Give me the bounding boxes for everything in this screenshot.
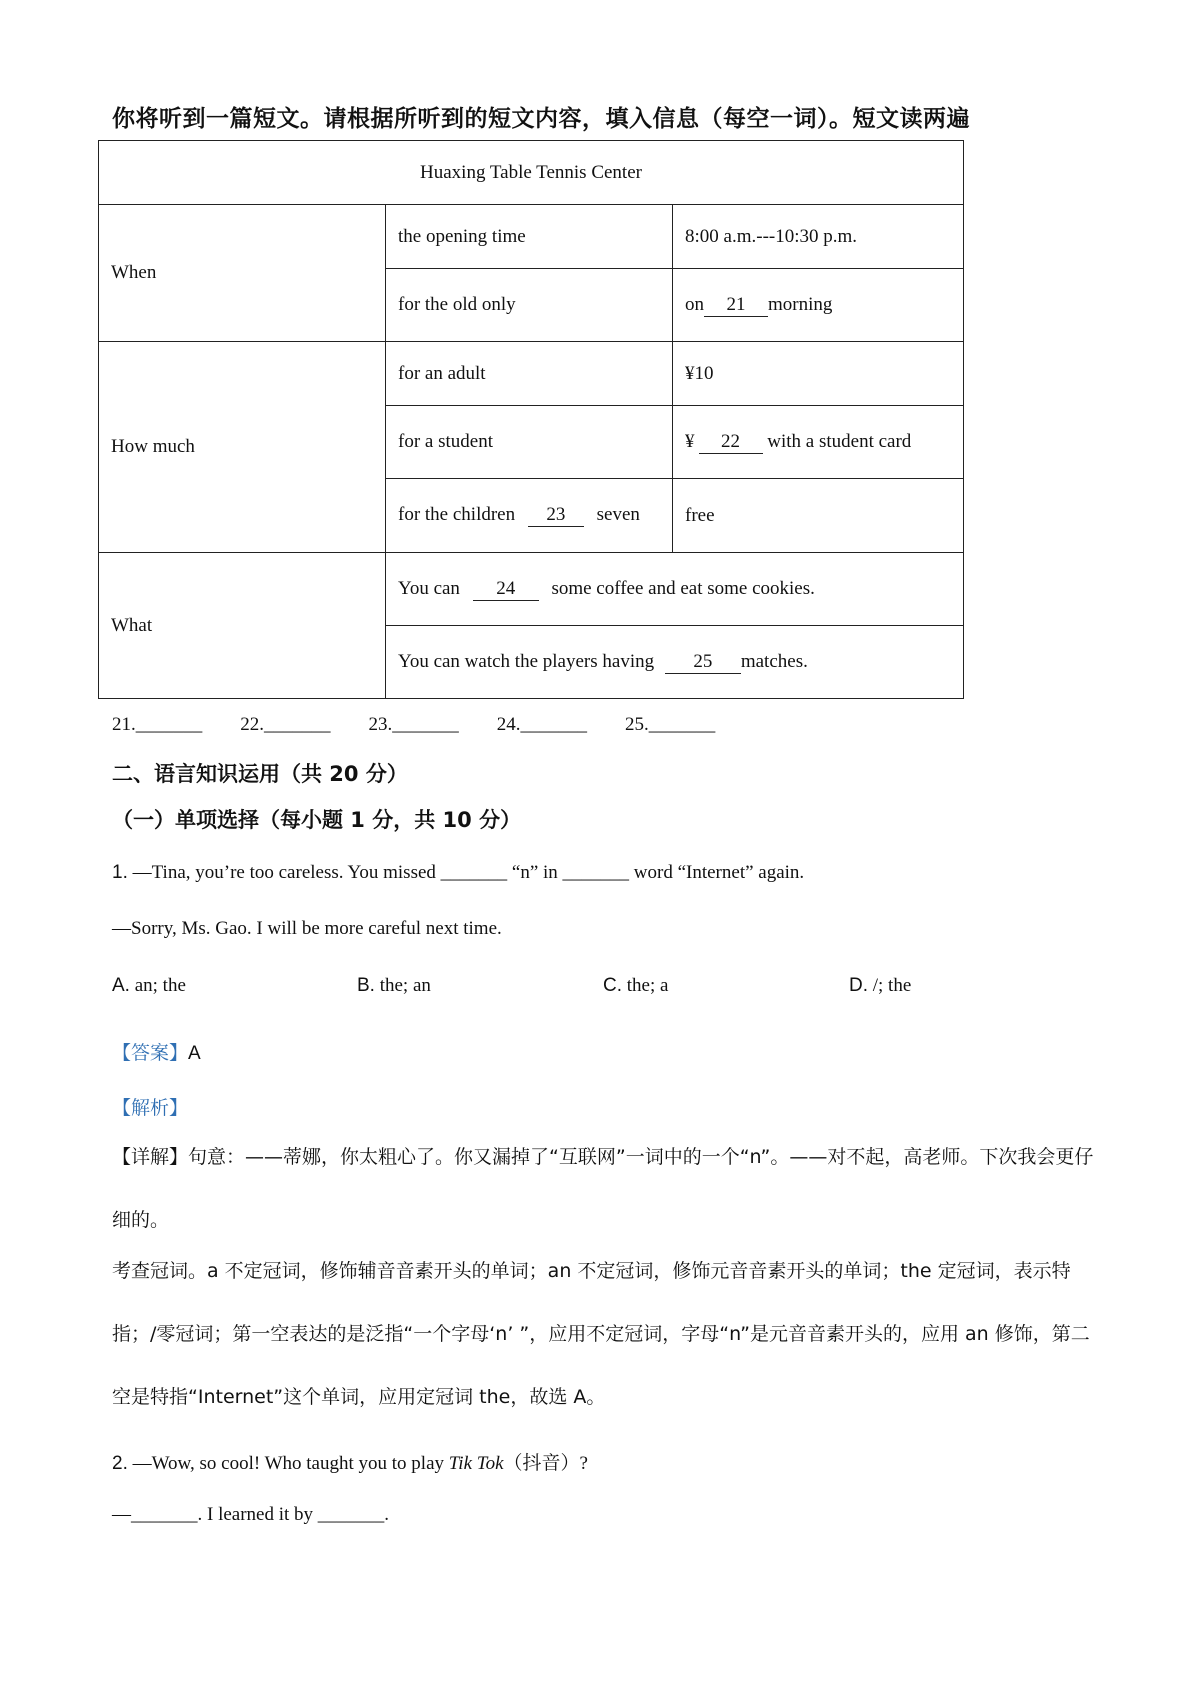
answer-blank-25: 25._______ (625, 714, 716, 735)
children-label: for the children 23 seven (386, 479, 673, 553)
opening-value: 8:00 a.m.---10:30 p.m. (673, 205, 964, 269)
answer-blank-22: 22._______ (240, 714, 331, 735)
answer-value: A (188, 1043, 201, 1064)
adult-value: ¥10 (673, 342, 964, 406)
info-table (98, 140, 964, 699)
detail-text: 句意：——蒂娜，你太粗心了。你又漏掉了“互联网”一词中的一个“n”。——对不起，高老师。下次我会更仔细的。 (112, 1146, 1094, 1231)
student-label: for a student (386, 406, 673, 479)
answer-tag: 【答案】 (112, 1042, 189, 1064)
howmuch-label: How much (99, 342, 386, 553)
answer-row (112, 1038, 201, 1065)
opening-label: the opening time (386, 205, 673, 269)
blank-25: 25 (665, 651, 741, 674)
detail-paragraph (112, 1126, 1102, 1252)
old-value: on 21 morning (673, 269, 964, 342)
coffee-row: You can 24 some coffee and eat some cookies. (386, 553, 964, 626)
blank-21: 21 (704, 294, 768, 317)
blank-24: 24 (473, 578, 539, 601)
detail-tag: 【详解】 (112, 1146, 189, 1168)
answer-blanks (112, 714, 753, 736)
blank-22: 22 (699, 431, 763, 454)
answer-blank-24: 24._______ (496, 714, 587, 735)
children-value: free (673, 479, 964, 553)
old-label: for the old only (386, 269, 673, 342)
student-value: ¥ 22 with a student card (673, 406, 964, 479)
section2-subtitle: （一）单项选择（每小题 1 分，共 10 分） (112, 808, 522, 832)
adult-label: for an adult (386, 342, 673, 406)
blank-23: 23 (528, 504, 584, 527)
q2-number: 2. (112, 1453, 128, 1474)
option-d[interactable]: D. /; the (849, 975, 912, 996)
analysis-tag: 【解析】 (112, 1097, 189, 1119)
answer-blank-21: 21._______ (112, 714, 203, 735)
option-a[interactable]: A. an; the (112, 975, 186, 996)
explain-paragraph: 考查冠词。a 不定冠词，修饰辅音音素开头的单词；an 不定冠词，修饰元音音素开头的单词；the 定冠词，表示特指；/零冠词；第一空表达的是泛指“一个字母‘n’ ”，应用不定冠词，字母“n”是元音音素开头的，应用 an 修饰，第二空是特指“Internet”这个单词，应用定冠词 the，故选 A。 (112, 1260, 1090, 1408)
what-label: What (99, 553, 386, 699)
table-header: Huaxing Table Tennis Center (99, 141, 964, 205)
when-label: When (99, 205, 386, 342)
instruction: 你将听到一篇短文。请根据所听到的短文内容，填入信息（每空一词）。短文读两遍 (112, 106, 970, 132)
q1-line1: 1. —Tina, you’re too careless. You missed _______ “n” in _______ word “Internet” again. (112, 862, 805, 883)
watch-row: You can watch the players having 25 matches. (386, 626, 964, 699)
q1-number: 1. (112, 862, 128, 883)
option-b[interactable]: B. the; an (357, 975, 431, 996)
section2-title: 二、语言知识运用（共 20 分） (112, 762, 408, 786)
answer-blank-23: 23._______ (368, 714, 459, 735)
q2-line2: —_______. I learned it by _______. (112, 1504, 390, 1525)
q1-line2: —Sorry, Ms. Gao. I will be more careful next time. (112, 918, 502, 939)
q2-line1: 2. —Wow, so cool! Who taught you to play Tik Tok（抖音）? (112, 1453, 588, 1474)
option-c[interactable]: C. the; a (603, 975, 669, 996)
